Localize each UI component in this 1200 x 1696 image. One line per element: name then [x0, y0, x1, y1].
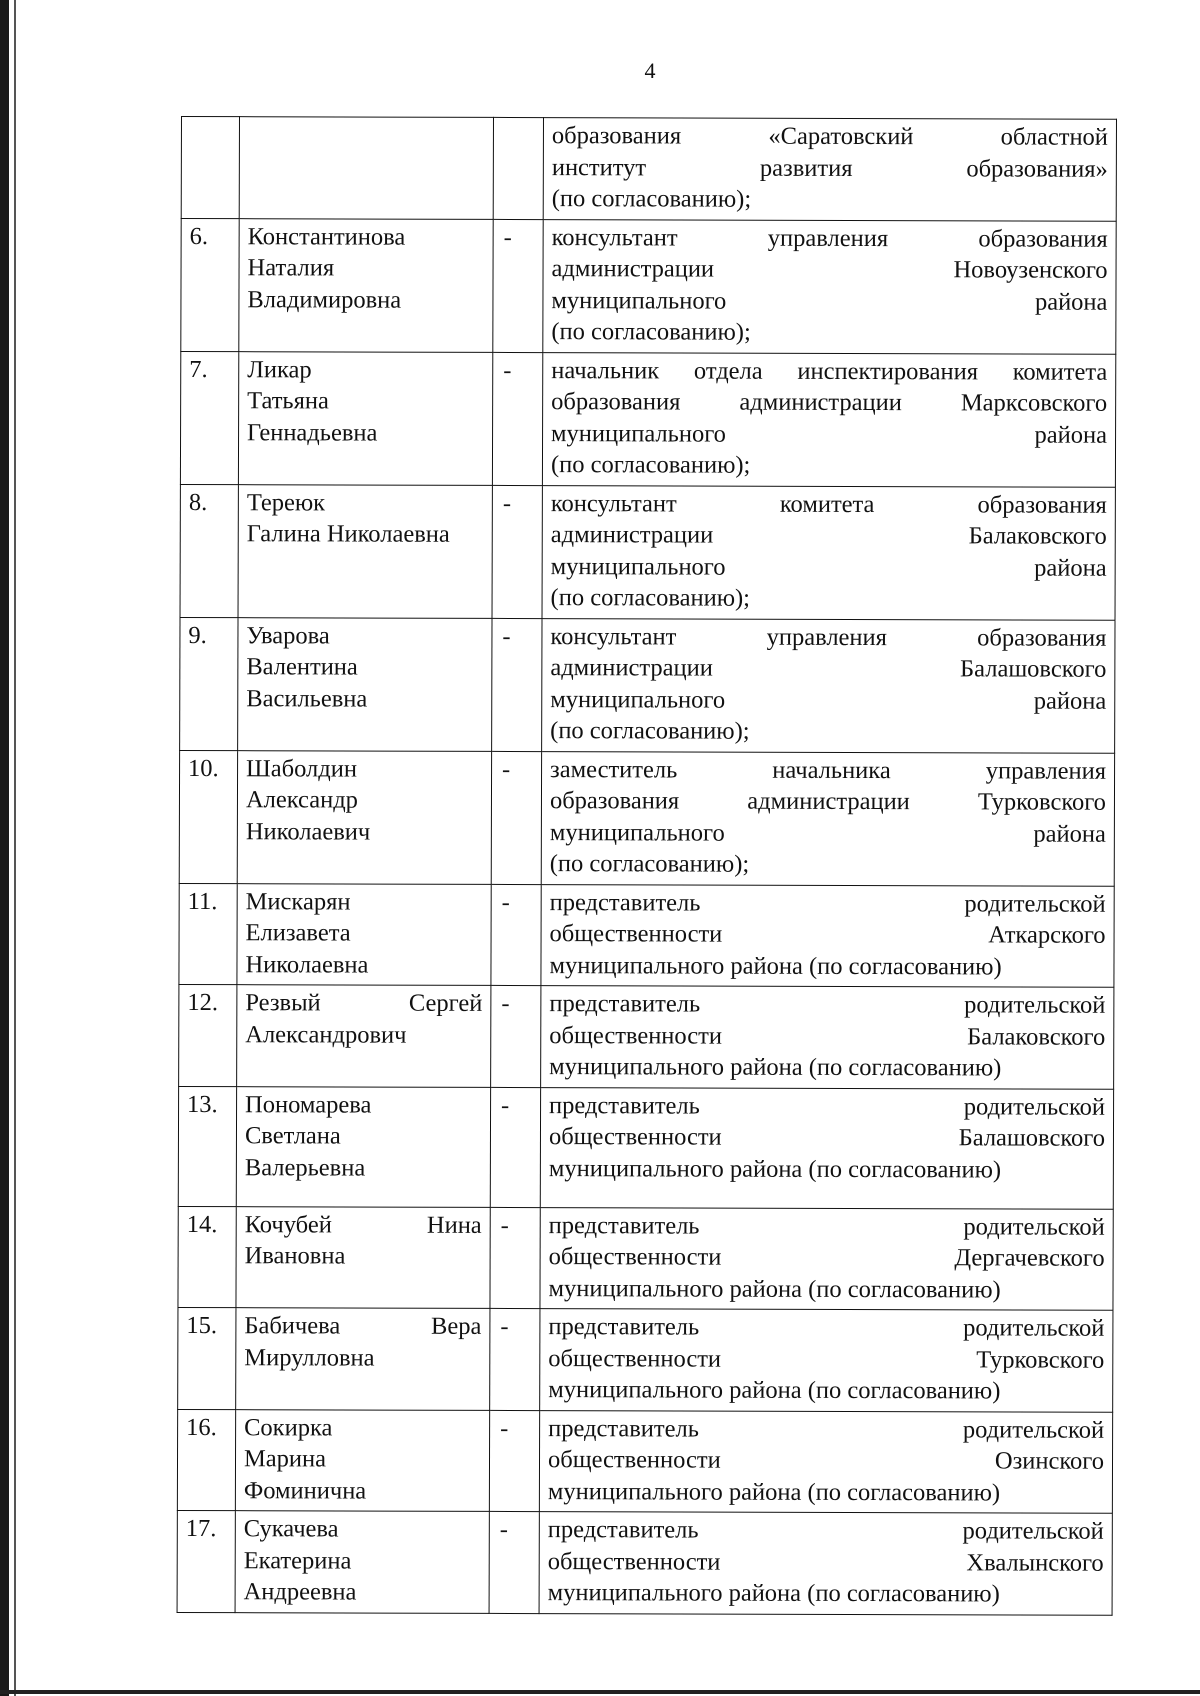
member-name-word: Екатерина — [243, 1546, 352, 1575]
member-name-word: Ликар — [247, 355, 312, 383]
row-number: 7. — [180, 351, 238, 484]
member-position-text: муниципального — [550, 552, 726, 581]
members-table-body — [177, 117, 1116, 1615]
member-position-text: муниципального района (по согласованию) — [549, 951, 1002, 980]
member-position-line — [551, 551, 1107, 584]
member-position-text: Дергачевского — [954, 1244, 1105, 1272]
member-name-word: Фоминична — [243, 1476, 367, 1505]
member-name-line — [246, 651, 483, 683]
member-position-text: муниципального — [549, 818, 725, 847]
table-row — [180, 351, 1115, 487]
member-name-line — [246, 886, 483, 918]
row-number: 14. — [178, 1206, 236, 1308]
member-position-line — [548, 1273, 1104, 1306]
member-position-text: представитель — [547, 1516, 699, 1544]
member-name-word: Вера — [431, 1312, 482, 1340]
member-name-line — [244, 1576, 481, 1608]
member-position-text: общественности — [548, 1243, 722, 1271]
table-row — [177, 1510, 1112, 1614]
member-position-text: образования администрации Турковского — [549, 787, 1107, 816]
member-position-text: общественности — [547, 1547, 721, 1576]
member-name — [236, 1086, 490, 1207]
member-name — [238, 617, 492, 751]
member-name-line — [245, 987, 482, 1019]
member-position-text: родительской — [963, 1212, 1105, 1241]
member-name-line — [244, 1475, 481, 1507]
member-position-line — [548, 1476, 1104, 1509]
dash-separator: - — [491, 751, 541, 884]
member-position-line — [550, 652, 1106, 685]
row-number: 13. — [178, 1086, 236, 1206]
member-position-text: консультант — [550, 622, 677, 650]
member-position-text: общественности — [547, 1446, 721, 1474]
member-position — [539, 1512, 1112, 1615]
member-position — [542, 485, 1115, 620]
member-name-line — [246, 816, 483, 848]
member-name-word: Владимировна — [247, 285, 402, 314]
member-position-text: района — [1034, 421, 1108, 449]
member-position-text: управления — [767, 224, 889, 252]
dash-separator: - — [489, 1511, 539, 1613]
member-name-line — [246, 784, 483, 816]
row-number: 10. — [179, 750, 237, 883]
member-name-word: Галина Николаевна — [246, 520, 450, 548]
row-number: 12. — [179, 984, 237, 1086]
member-position-text: муниципального района (по согласованию) — [549, 1053, 1002, 1082]
member-position-line — [552, 152, 1108, 185]
member-position-text: Озинского — [994, 1447, 1105, 1475]
member-position-text: представитель — [549, 990, 701, 1018]
member-position-text: развития — [759, 154, 853, 182]
member-name-word: Уварова — [246, 621, 330, 649]
member-position — [543, 219, 1116, 354]
member-name-line — [244, 1513, 481, 1545]
row-number: 16. — [177, 1409, 235, 1511]
row-number: 15. — [178, 1307, 236, 1409]
member-position-text: (по согласованию); — [550, 717, 750, 745]
member-name-word: Андреевна — [243, 1578, 357, 1606]
member-position-line — [551, 418, 1107, 451]
member-position-text: муниципального района (по согласованию) — [547, 1477, 1001, 1506]
member-position-text: администрации — [550, 521, 714, 549]
member-position-text: общественности — [548, 1123, 722, 1151]
member-position-line — [548, 1514, 1104, 1547]
member-position — [540, 1207, 1113, 1310]
member-name-word: Александр — [245, 786, 358, 814]
member-position — [540, 1087, 1113, 1209]
member-name-line — [247, 284, 484, 316]
member-position — [541, 986, 1114, 1089]
member-name-line — [245, 1240, 482, 1272]
member-position — [540, 1309, 1113, 1412]
member-position-line — [552, 253, 1108, 286]
dash-separator: - — [491, 884, 541, 986]
member-name-line — [244, 1412, 481, 1444]
member-position-text: родительской — [963, 1092, 1106, 1121]
members-table — [177, 116, 1117, 1615]
member-name-line — [246, 620, 483, 652]
member-position-line — [551, 386, 1107, 419]
member-name-word: Тереюк — [246, 488, 326, 516]
scan-bottom-edge — [0, 1690, 1200, 1694]
page-number: 4 — [644, 58, 656, 83]
member-position-line — [549, 1210, 1105, 1243]
scan-left-edge — [0, 0, 9, 1696]
member-name — [236, 1206, 490, 1308]
member-name — [235, 1511, 489, 1613]
table-row — [177, 1409, 1112, 1513]
member-name-line — [245, 1209, 482, 1241]
row-number: 6. — [181, 218, 239, 351]
member-name-word: Мирулловна — [244, 1343, 375, 1372]
member-name-line — [246, 753, 483, 785]
member-position — [543, 118, 1116, 221]
member-position-text: областной — [1000, 123, 1108, 151]
row-number: 9. — [180, 617, 238, 750]
table-row — [180, 617, 1115, 753]
member-position-text: муниципального района (по согласованию) — [547, 1579, 1000, 1608]
dash-separator: - — [492, 352, 542, 485]
member-position-line — [549, 1241, 1105, 1274]
member-name-line — [248, 252, 485, 284]
member-position-line — [549, 950, 1105, 983]
member-name-line — [245, 949, 482, 981]
member-position-line — [549, 1051, 1105, 1084]
table-row — [180, 484, 1115, 620]
member-position-text: начальника — [772, 756, 891, 784]
member-name-line — [245, 1120, 482, 1152]
member-position-line — [551, 488, 1107, 521]
member-name — [237, 883, 491, 985]
member-position-line — [548, 1444, 1104, 1477]
member-name — [237, 750, 491, 884]
member-position-line — [549, 1121, 1105, 1154]
member-position — [541, 751, 1114, 886]
member-position — [539, 1410, 1112, 1513]
member-position-text: образования — [978, 224, 1108, 253]
member-name — [235, 1409, 489, 1511]
member-position-text: Балашовского — [960, 655, 1107, 683]
member-position-text: управления — [766, 623, 887, 651]
dash-separator — [493, 117, 543, 219]
member-position-text: муниципального — [550, 685, 726, 714]
member-position-text: представитель — [548, 1211, 700, 1240]
row-number: 11. — [179, 883, 237, 985]
member-name-line — [246, 917, 483, 949]
member-position-text: «Саратовский — [768, 122, 914, 151]
member-name-word: Нина — [426, 1211, 482, 1239]
member-position-text: представитель — [549, 888, 701, 917]
member-position-line — [549, 1090, 1105, 1123]
member-position-line — [550, 817, 1106, 850]
member-position-text: институт — [551, 153, 647, 181]
member-name-line — [247, 417, 484, 449]
member-position-text: (по согласованию); — [549, 850, 750, 878]
member-position-text: муниципального района (по согласованию) — [548, 1376, 1001, 1405]
member-position-text: родительской — [964, 991, 1106, 1019]
member-position-text: образования администрации Марксовского — [551, 388, 1108, 417]
member-name-word: Геннадьевна — [247, 418, 378, 447]
member-position-text: (по согласованию); — [550, 584, 751, 612]
member-position-text: общественности — [549, 920, 723, 948]
member-position-line — [549, 1153, 1105, 1186]
member-position-text: муниципального — [551, 286, 727, 315]
member-position-text: образования — [977, 623, 1107, 652]
member-position-text: управления — [985, 756, 1107, 785]
dash-separator: - — [492, 618, 542, 751]
member-name-line — [244, 1443, 481, 1475]
member-position-text: (по согласованию); — [550, 451, 751, 479]
member-name-word: Марина — [243, 1445, 327, 1473]
member-position-text: Новоузенского — [953, 256, 1108, 284]
member-name-word: Елизавета — [245, 919, 351, 947]
member-position-text: родительской — [963, 1314, 1105, 1342]
member-position-text: общественности — [549, 1021, 723, 1050]
member-position-text: представитель — [549, 1091, 700, 1120]
member-name-word: Валерьевна — [244, 1153, 366, 1182]
member-name-word: Шаболдин — [246, 754, 358, 783]
member-name-word: Пономарева — [245, 1090, 372, 1119]
member-name-word: Николаевна — [245, 950, 369, 979]
member-position-text: Хвалынского — [966, 1548, 1104, 1577]
member-position-text: консультант — [551, 223, 678, 251]
member-name-line — [247, 354, 484, 386]
member-position-text: (по согласованию); — [551, 318, 751, 346]
member-position-line — [550, 785, 1106, 818]
member-name — [236, 1308, 490, 1410]
member-name — [239, 117, 493, 219]
member-position-line — [548, 1413, 1104, 1446]
member-position-text: родительской — [962, 1517, 1104, 1545]
member-position-text: (по согласованию); — [551, 185, 752, 213]
member-position-line — [549, 988, 1105, 1021]
member-position-text: администрации — [551, 255, 715, 283]
member-position-line — [551, 285, 1107, 318]
member-position-line — [549, 1020, 1105, 1053]
dash-separator: - — [492, 485, 542, 618]
member-position-text: представитель — [548, 1414, 699, 1443]
member-name-line — [247, 518, 484, 550]
member-name-line — [247, 487, 484, 519]
member-position-text: Аткарского — [988, 921, 1106, 949]
member-position-line — [548, 1546, 1104, 1579]
member-position — [542, 352, 1115, 487]
table-row — [178, 1206, 1113, 1310]
member-name-line — [244, 1545, 481, 1577]
table-row — [179, 984, 1114, 1088]
scan-left-edge-line — [14, 0, 16, 1696]
member-position-text: образования» — [966, 154, 1108, 183]
member-position-line — [548, 1577, 1104, 1610]
member-position-text: муниципального — [551, 419, 726, 448]
member-name-line — [245, 1152, 482, 1184]
member-position-line — [550, 684, 1106, 717]
member-name-word: Васильевна — [246, 684, 368, 713]
member-position-line — [551, 355, 1107, 388]
table-row — [178, 1086, 1113, 1209]
member-name-word: Резвый — [245, 989, 321, 1017]
member-position-line — [550, 621, 1106, 654]
member-name — [238, 351, 492, 485]
table-row — [181, 218, 1116, 354]
member-position-text: муниципального района (по согласованию) — [548, 1154, 1002, 1183]
member-name-line — [244, 1342, 481, 1374]
member-name-line — [246, 683, 483, 715]
member-position-line — [548, 1311, 1104, 1344]
member-position-text: района — [1033, 687, 1107, 715]
member-position-text: Балаковского — [967, 1022, 1106, 1051]
member-position-line — [551, 316, 1107, 349]
member-name-word: Наталия — [247, 254, 335, 282]
table-row — [178, 1307, 1113, 1411]
member-name-word: Светлана — [244, 1122, 341, 1150]
table-row — [181, 117, 1116, 221]
member-position-text: района — [1034, 554, 1107, 582]
member-position-line — [550, 918, 1106, 951]
dash-separator: - — [490, 1207, 540, 1309]
row-number: 17. — [177, 1510, 235, 1612]
member-position-line — [552, 222, 1108, 255]
member-position-line — [548, 1343, 1104, 1376]
member-position-text: консультант — [550, 489, 677, 517]
member-name-word: Александрович — [245, 1020, 407, 1049]
member-position-line — [551, 519, 1107, 552]
member-name-word: Кочубей — [244, 1210, 332, 1238]
row-number: 8. — [180, 484, 238, 617]
member-position-line — [548, 1374, 1104, 1407]
member-position-text: общественности — [548, 1344, 722, 1373]
member-position-line — [552, 120, 1108, 153]
member-name-line — [244, 1310, 481, 1342]
member-position-line — [550, 848, 1106, 881]
member-name-word: Бабичева — [244, 1312, 341, 1340]
dash-separator: - — [493, 219, 543, 352]
member-position-text: Балаковского — [968, 522, 1107, 550]
member-position-text: муниципального района (по согласованию) — [548, 1274, 1001, 1303]
member-position-text: родительской — [964, 889, 1106, 918]
member-position-text: Турковского — [976, 1345, 1105, 1374]
member-name-word: Ивановна — [244, 1242, 346, 1270]
member-position-line — [551, 449, 1107, 482]
member-name — [239, 218, 493, 352]
member-position-line — [552, 183, 1108, 216]
table-row — [179, 883, 1114, 987]
member-name-line — [248, 221, 485, 253]
dash-separator: - — [491, 985, 541, 1087]
member-position-text: комитета — [779, 490, 875, 518]
dash-separator: - — [490, 1308, 540, 1410]
member-position-line — [550, 754, 1106, 787]
member-position-text: начальник отдела инспектирования комитета — [551, 356, 1108, 386]
member-name-word: Сокирка — [244, 1413, 333, 1441]
member-name-word: Татьяна — [247, 387, 329, 415]
dash-separator: - — [490, 1087, 540, 1207]
row-number — [181, 117, 239, 219]
member-position-text: Балашовского — [958, 1124, 1106, 1152]
member-position-text: представитель — [548, 1313, 700, 1341]
member-position-text: образования — [551, 122, 682, 150]
member-position-text: района — [1033, 820, 1106, 848]
member-name-line — [247, 385, 484, 417]
member-position-text: администрации — [550, 654, 713, 682]
member-name — [238, 484, 492, 618]
table-row — [179, 750, 1114, 886]
member-name — [237, 985, 491, 1087]
member-position-text: заместитель — [550, 755, 678, 783]
member-name-word: Константинова — [247, 222, 406, 251]
member-position-line — [550, 887, 1106, 920]
member-name-word: Мискарян — [245, 887, 351, 916]
member-name-line — [245, 1089, 482, 1121]
member-position-line — [550, 715, 1106, 748]
member-position-text: родительской — [962, 1415, 1105, 1444]
member-name-word: Сергей — [408, 989, 483, 1017]
member-name-line — [245, 1019, 482, 1051]
member-position-line — [551, 582, 1107, 615]
member-position — [541, 884, 1114, 987]
member-position — [542, 618, 1115, 753]
member-position-text: района — [1034, 288, 1108, 316]
member-name-word: Сукачева — [243, 1515, 339, 1543]
dash-separator: - — [489, 1410, 539, 1512]
member-name-word: Валентина — [246, 653, 358, 681]
member-position-text: образования — [977, 490, 1107, 519]
member-name-word: Николаевич — [245, 817, 371, 846]
